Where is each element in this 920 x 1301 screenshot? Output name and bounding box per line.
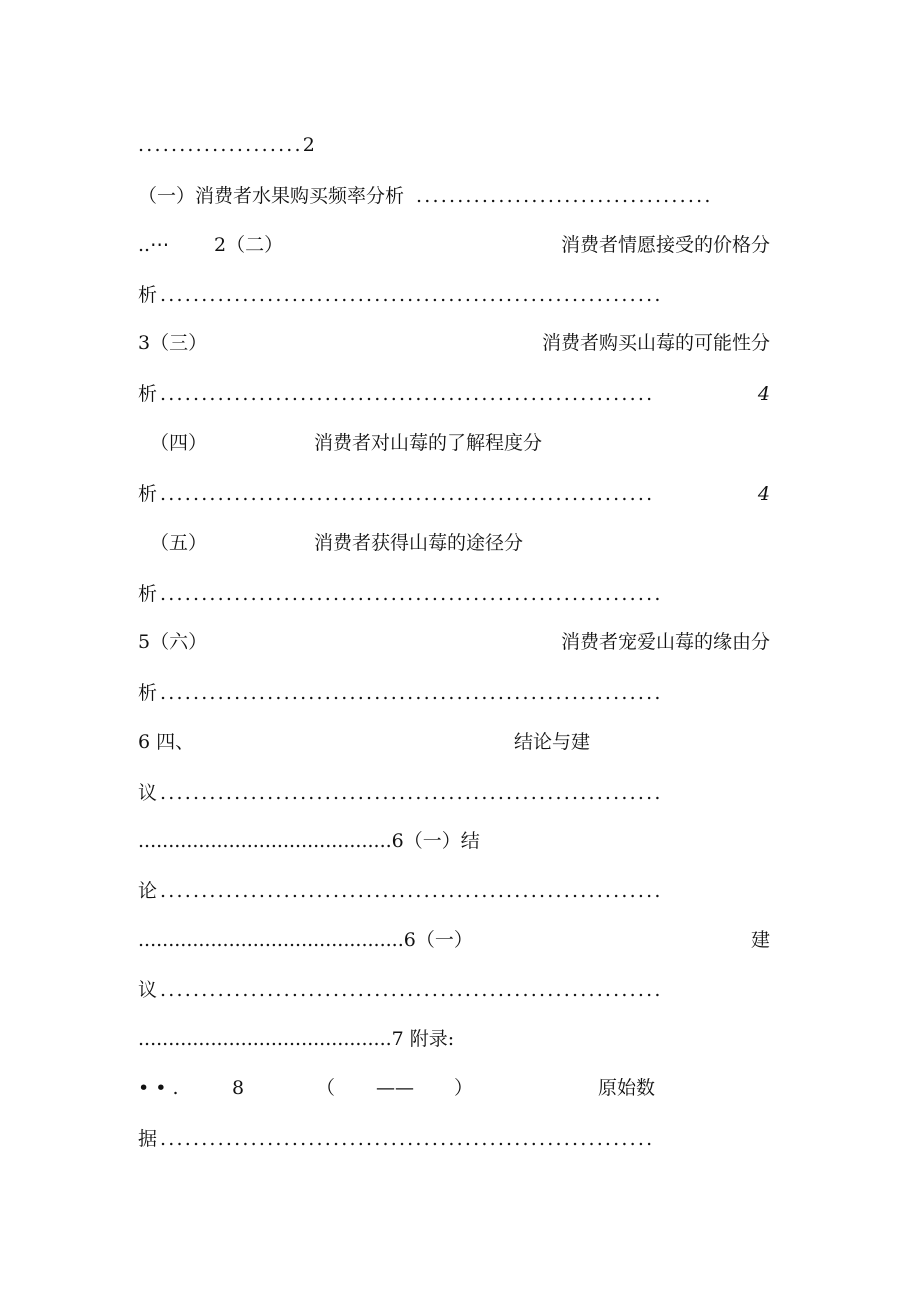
toc-line xyxy=(138,579,770,609)
toc-entry-title: 原始数 xyxy=(598,1077,656,1099)
toc-line xyxy=(138,230,770,260)
toc-dots: ............................................................ xyxy=(160,1128,655,1150)
toc-entry-title: 析 xyxy=(138,483,158,505)
toc-entry-number: 5（六） xyxy=(138,631,208,653)
toc-dots: ............................................................ xyxy=(160,483,655,505)
toc-line xyxy=(138,379,770,409)
toc-bracket-open: （ xyxy=(316,1077,336,1099)
toc-entry-title: 建 xyxy=(750,929,770,951)
toc-line xyxy=(138,479,770,509)
toc-line xyxy=(138,428,770,458)
toc-entry-title: 议 xyxy=(138,782,158,804)
toc-entry-title: 消费者对山莓的了解程度分 xyxy=(314,432,543,454)
toc-entry-number: （五） xyxy=(150,532,208,554)
toc-entry-title: 消费者情愿接受的价格分 xyxy=(560,234,770,256)
toc-line xyxy=(138,678,770,708)
toc-line xyxy=(138,1024,770,1054)
toc-line xyxy=(138,1073,770,1103)
toc-line xyxy=(138,1124,770,1154)
toc-line xyxy=(138,975,770,1005)
toc-entry-title: 据 xyxy=(138,1128,158,1150)
toc-dots: ............................................................. xyxy=(160,782,663,804)
toc-entry-title: 论 xyxy=(138,880,158,902)
toc-entry-title: 消费者购买山莓的可能性分 xyxy=(541,332,770,354)
toc-entry-number: 2（二） xyxy=(214,234,284,256)
toc-dots: ....................2 xyxy=(138,134,318,156)
toc-line xyxy=(138,328,770,358)
toc-entry-title: 结论与建 xyxy=(514,731,591,753)
toc-page-number: 8 xyxy=(232,1077,245,1099)
toc-entry-title: 消费者宠爱山莓的缘由分 xyxy=(560,631,770,653)
toc-dots: ............................................6（一） xyxy=(138,929,473,951)
toc-bracket-close: ） xyxy=(454,1077,474,1099)
toc-page-number: 4 xyxy=(757,383,770,405)
toc-entry-title: 析 xyxy=(138,583,158,605)
toc-entry-title: 消费者获得山莓的途径分 xyxy=(314,532,524,554)
toc-line xyxy=(138,181,770,211)
toc-dots: ..........................................6（一）结 xyxy=(138,830,480,852)
toc-dots: ..........................................7 附录: xyxy=(138,1028,455,1050)
toc-entry-title: 析 xyxy=(138,682,158,704)
toc-entry-number: 6 四、 xyxy=(138,731,195,753)
toc-line xyxy=(138,280,770,310)
toc-line xyxy=(138,925,770,955)
toc-page-number: 4 xyxy=(757,483,770,505)
toc-entry-number: （四） xyxy=(150,432,208,454)
toc-dots: ............................................................. xyxy=(160,682,663,704)
toc-dots: ............................................................. xyxy=(160,284,663,306)
toc-dots: ............................................................. xyxy=(160,880,663,902)
toc-entry-number: 3（三） xyxy=(138,332,208,354)
toc-dots: ............................................................ xyxy=(160,383,655,405)
toc-line xyxy=(138,528,770,558)
toc-dots: ..⋯ xyxy=(138,234,170,256)
toc-dots: ............................................................. xyxy=(160,979,663,1001)
toc-entry-title: 析 xyxy=(138,383,158,405)
toc-line xyxy=(138,826,770,856)
toc-line xyxy=(138,627,770,657)
toc-line xyxy=(138,130,770,160)
toc-line xyxy=(138,876,770,906)
toc-entry-title: （一）消费者水果购买频率分析 xyxy=(138,185,405,207)
toc-dots: .................................... xyxy=(416,185,713,207)
toc-line xyxy=(138,778,770,808)
toc-line xyxy=(138,727,770,757)
toc-entry-title: 析 xyxy=(138,284,158,306)
toc-dots: ............................................................. xyxy=(160,583,663,605)
toc-dots: • • . xyxy=(138,1077,179,1099)
toc-entry-title: 议 xyxy=(138,979,158,1001)
toc-dash: —— xyxy=(376,1077,414,1099)
